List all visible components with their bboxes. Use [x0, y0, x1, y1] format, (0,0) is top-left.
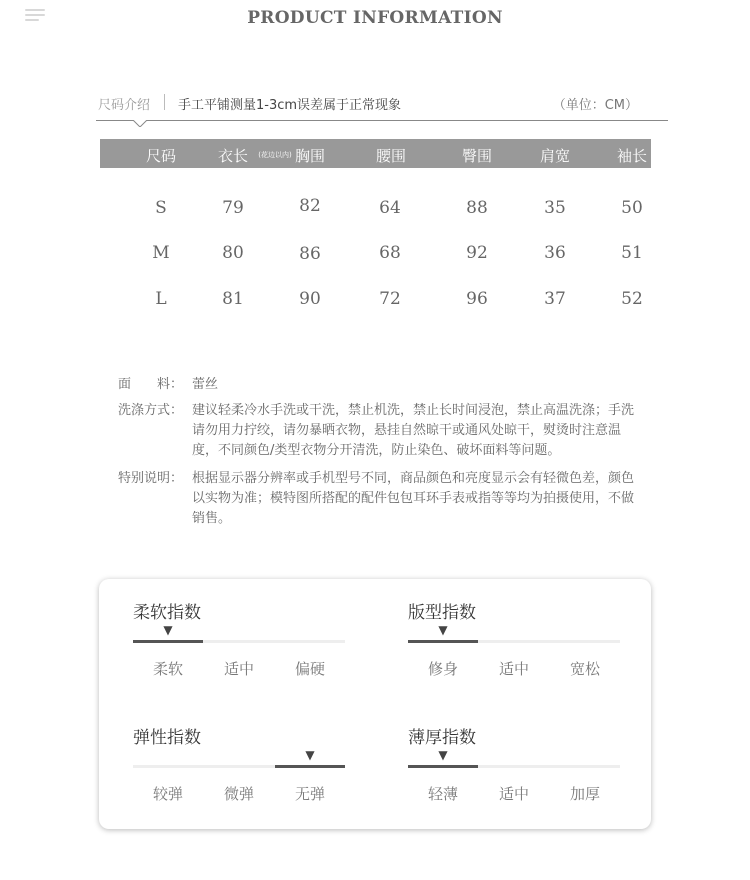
table-cell: 51 [621, 243, 643, 263]
marker-icon: ▼ [163, 623, 173, 637]
table-cell: 79 [222, 198, 244, 218]
table-cell: 92 [466, 243, 488, 263]
header-shoulder: 肩宽 [539, 147, 571, 165]
index-option: 较弹 [152, 785, 184, 803]
table-cell: 50 [621, 198, 643, 218]
index-option: 微弹 [223, 785, 255, 803]
index-option: 柔软 [152, 660, 184, 678]
table-cell: 96 [466, 289, 488, 309]
table-cell: 81 [222, 289, 244, 309]
index-option: 宽松 [569, 660, 601, 678]
index-option: 轻薄 [427, 785, 459, 803]
detail-washing [118, 401, 648, 461]
size-intro-label: 尺码介绍 [98, 98, 151, 113]
header-hip: 臀围 [461, 147, 493, 165]
fit-index [408, 598, 620, 698]
index-title: 弹性指数 [133, 728, 201, 748]
table-cell: 88 [466, 198, 488, 218]
header-sleeve: 袖长 [616, 147, 648, 165]
header-rule [96, 120, 668, 121]
index-fill [408, 765, 478, 768]
index-option: 加厚 [569, 785, 601, 803]
table-cell: S [155, 198, 167, 218]
marker-icon: ▼ [305, 748, 315, 762]
table-cell: 86 [299, 244, 321, 264]
index-option: 适中 [498, 785, 530, 803]
table-cell: 72 [379, 289, 401, 309]
table-row [100, 198, 651, 222]
marker-icon: ▼ [438, 623, 448, 637]
header-length-note: (花边以内) [258, 151, 292, 159]
index-option: 适中 [498, 660, 530, 678]
index-fill [408, 640, 478, 643]
marker-icon: ▼ [438, 748, 448, 762]
table-row [100, 243, 651, 267]
index-fill [275, 765, 345, 768]
index-option: 偏硬 [294, 660, 326, 678]
header-length: 衣长 [217, 147, 249, 165]
table-cell: 37 [544, 289, 566, 309]
header-size: 尺码 [145, 147, 177, 165]
size-table-header [100, 139, 651, 168]
detail-key: 面 料： [118, 377, 184, 392]
header-waist: 腰围 [375, 147, 407, 165]
table-cell: L [155, 289, 167, 309]
index-option: 适中 [223, 660, 255, 678]
table-row [100, 289, 651, 313]
header-bust: 胸围 [294, 147, 326, 165]
table-cell: 64 [379, 198, 401, 218]
detail-special [118, 469, 648, 529]
index-fill [133, 640, 203, 643]
detail-value: 建议轻柔冷水手洗或干洗，禁止机洗，禁止长时间浸泡，禁止高温洗涤；手洗请勿用力拧绞，请勿暴晒衣物，悬挂自然晾干或通风处晾干，熨烫时注意温度，不同颜色/类型衣物分开清洗，防止染色、破坏面料等问题。 [192, 403, 635, 458]
table-cell: 35 [544, 198, 566, 218]
thickness-index [408, 723, 620, 823]
pointer-notch [133, 120, 147, 127]
table-cell: 52 [621, 289, 643, 309]
fabric-index-card [99, 579, 651, 829]
softness-index [133, 598, 345, 698]
table-cell: 36 [544, 243, 566, 263]
index-title: 柔软指数 [133, 603, 201, 623]
divider [164, 94, 165, 110]
detail-fabric [118, 375, 648, 395]
detail-value: 蕾丝 [192, 377, 219, 392]
index-option: 修身 [427, 660, 459, 678]
detail-key: 特别说明： [118, 471, 184, 486]
elasticity-index [133, 723, 345, 823]
index-title: 版型指数 [408, 603, 476, 623]
unit-label: （单位：CM） [552, 98, 638, 113]
page-title: PRODUCT INFORMATION [247, 8, 503, 28]
detail-key: 洗涤方式： [118, 403, 184, 418]
table-cell: M [152, 243, 170, 263]
index-option: 无弹 [294, 785, 326, 803]
index-title: 薄厚指数 [408, 728, 476, 748]
size-intro-header [98, 94, 668, 114]
measure-note: 手工平铺测量1-3cm误差属于正常现象 [178, 98, 402, 113]
table-cell: 90 [299, 289, 321, 309]
table-cell: 82 [299, 196, 321, 216]
detail-value: 根据显示器分辨率或手机型号不同，商品颜色和亮度显示会有轻微色差，颜色以实物为准；模特图所搭配的配件包包耳环手表戒指等等均为拍摄使用，不做销售。 [192, 471, 635, 526]
table-cell: 68 [379, 243, 401, 263]
table-cell: 80 [222, 243, 244, 263]
